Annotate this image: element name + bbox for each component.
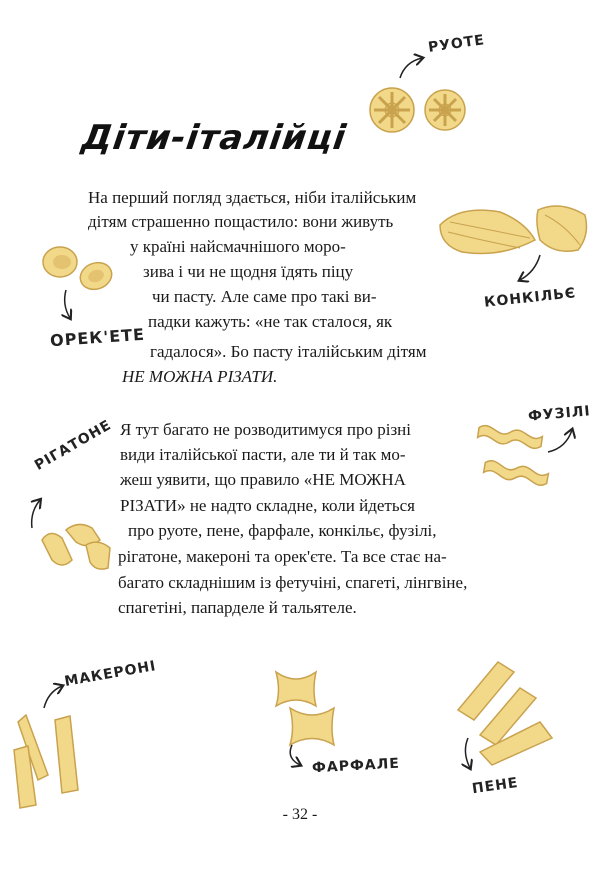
label-penne: ПЕНЕ — [471, 774, 520, 798]
paragraph-line: рігатоне, макероні та орек'єте. Та все стає на- — [118, 547, 447, 566]
conchiglie-illustration — [440, 206, 586, 254]
penne-illustration — [458, 662, 552, 765]
rigatoni-arrow — [32, 500, 40, 528]
farfalle-arrow — [290, 745, 300, 765]
page-title: Діти-італійці — [79, 118, 349, 158]
paragraph-line: Я тут багато не розводитимуся про різні — [120, 420, 411, 439]
paragraph-line-emphasis: НЕ МОЖНА РІЗАТИ. — [122, 367, 278, 386]
paragraph-line: види італійської пасти, але ти й так мо- — [120, 445, 406, 464]
paragraph-line: зива і чи не щодня їдять піцу — [143, 262, 354, 281]
page-number: - 32 - — [282, 806, 318, 823]
paragraph-line: жеш уявити, що правило «НЕ МОЖНА — [120, 470, 406, 489]
orecchiette-illustration — [43, 247, 115, 294]
label-maccheroni: МАКЕРОНІ — [63, 658, 158, 690]
paragraph-line: спагетіні, папарделе й тальятеле. — [118, 598, 357, 617]
orecchiette-arrow — [65, 290, 70, 318]
ruote-arrow — [400, 58, 422, 78]
label-fusilli: ФУЗІЛІ — [527, 403, 592, 425]
paragraph-line: РІЗАТИ» не надто складне, коли йдеться — [120, 496, 415, 515]
maccheroni-arrow — [44, 686, 62, 708]
conchiglie-arrow — [520, 255, 540, 280]
label-ruote: РУОТЕ — [427, 32, 486, 56]
label-conchiglie: КОНКІЛЬЄ — [483, 285, 577, 311]
fusilli-arrow — [548, 430, 572, 452]
ruote-illustration — [370, 88, 465, 132]
paragraph-line: багато складнішим із фетучіні, спагеті, лінгвіне, — [118, 573, 468, 592]
paragraph-line: гадалося». Бо пасту італійським дітям — [150, 342, 427, 361]
label-farfalle: ФАРФАЛЕ — [311, 755, 401, 777]
paragraph-line: падки кажуть: «не так сталося, як — [148, 312, 393, 331]
rigatoni-illustration — [42, 524, 110, 569]
paragraph-line: у країні найсмачнішого моро- — [130, 237, 346, 256]
fusilli-illustration — [477, 425, 549, 487]
label-orecchiette: ОРЕК'ЕТЕ — [49, 324, 146, 351]
label-rigatoni: РІГАТОНЕ — [32, 417, 115, 474]
maccheroni-illustration — [14, 715, 78, 808]
farfalle-illustration — [276, 672, 334, 745]
paragraph-line: про руоте, пене, фарфале, конкільє, фузілі, — [128, 521, 437, 540]
penne-arrow — [465, 738, 470, 768]
paragraph-line: На перший погляд здається, ніби італійським — [88, 188, 417, 207]
paragraph-line: дітям страшенно пощастило: вони живуть — [88, 212, 394, 231]
paragraph-line: чи пасту. Але саме про такі ви- — [152, 287, 377, 306]
